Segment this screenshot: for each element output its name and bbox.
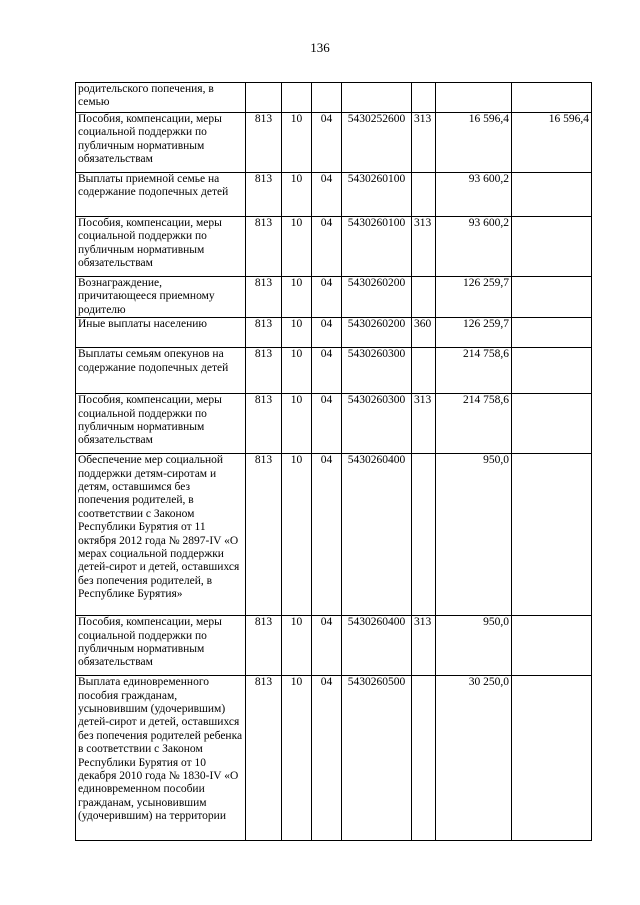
target-article-code: 5430260100	[342, 173, 412, 217]
table-row	[76, 217, 592, 277]
section-code: 10	[282, 348, 312, 394]
expense-type-code: 313	[412, 113, 436, 173]
amount-secondary	[512, 348, 592, 394]
subsection-code: 04	[312, 277, 342, 318]
table-row	[76, 394, 592, 454]
subsection-code	[312, 83, 342, 113]
row-name: Обеспечение мер социальной поддержки детям-сиротам и детям, оставшимся без попечения родителей, в соответствии с Законом Республики Бурятия от 11 октября 2012 года № 2897-IV «О мерах социальной поддержки детей-сирот и детей, оставшихся без попечения родителей, в Республике Бурятия»	[76, 454, 246, 616]
row-name: Выплаты семьям опекунов на содержание подопечных детей	[76, 348, 246, 394]
ministry-code: 813	[246, 616, 282, 676]
ministry-code: 813	[246, 277, 282, 318]
subsection-code: 04	[312, 676, 342, 841]
amount: 93 600,2	[436, 217, 512, 277]
subsection-code: 04	[312, 217, 342, 277]
amount-secondary	[512, 83, 592, 113]
section-code: 10	[282, 277, 312, 318]
ministry-code: 813	[246, 394, 282, 454]
expense-type-code	[412, 83, 436, 113]
amount-secondary	[512, 217, 592, 277]
amount-secondary	[512, 616, 592, 676]
table-row	[76, 454, 592, 616]
expense-type-code	[412, 454, 436, 616]
table-row	[76, 83, 592, 113]
target-article-code: 5430260300	[342, 348, 412, 394]
ministry-code: 813	[246, 454, 282, 616]
section-code: 10	[282, 318, 312, 348]
target-article-code: 5430260200	[342, 277, 412, 318]
subsection-code: 04	[312, 454, 342, 616]
page-number: 136	[310, 40, 330, 55]
amount: 214 758,6	[436, 394, 512, 454]
table-row	[76, 173, 592, 217]
target-article-code: 5430252600	[342, 113, 412, 173]
target-article-code: 5430260100	[342, 217, 412, 277]
table-row	[76, 348, 592, 394]
amount-secondary	[512, 277, 592, 318]
target-article-code: 5430260400	[342, 454, 412, 616]
amount	[436, 83, 512, 113]
section-code: 10	[282, 394, 312, 454]
amount: 93 600,2	[436, 173, 512, 217]
ministry-code: 813	[246, 173, 282, 217]
subsection-code: 04	[312, 113, 342, 173]
target-article-code: 5430260200	[342, 318, 412, 348]
section-code: 10	[282, 454, 312, 616]
ministry-code: 813	[246, 318, 282, 348]
amount: 214 758,6	[436, 348, 512, 394]
expense-type-code: 313	[412, 394, 436, 454]
amount-secondary	[512, 454, 592, 616]
amount-secondary	[512, 394, 592, 454]
expense-type-code: 313	[412, 616, 436, 676]
subsection-code: 04	[312, 318, 342, 348]
table-row	[76, 113, 592, 173]
row-name: Выплаты приемной семье на содержание подопечных детей	[76, 173, 246, 217]
amount-secondary	[512, 318, 592, 348]
ministry-code	[246, 83, 282, 113]
expense-type-code: 360	[412, 318, 436, 348]
amount-secondary	[512, 173, 592, 217]
target-article-code: 5430260300	[342, 394, 412, 454]
target-article-code: 5430260500	[342, 676, 412, 841]
table-row	[76, 616, 592, 676]
subsection-code: 04	[312, 348, 342, 394]
table-row	[76, 318, 592, 348]
budget-table	[75, 82, 592, 841]
expense-type-code	[412, 277, 436, 318]
row-name: Пособия, компенсации, меры социальной поддержки по публичным нормативным обязательствам	[76, 217, 246, 277]
section-code: 10	[282, 113, 312, 173]
expense-type-code: 313	[412, 217, 436, 277]
ministry-code: 813	[246, 217, 282, 277]
amount-secondary	[512, 676, 592, 841]
subsection-code: 04	[312, 394, 342, 454]
section-code: 10	[282, 616, 312, 676]
target-article-code	[342, 83, 412, 113]
table-row	[76, 676, 592, 841]
row-name: Пособия, компенсации, меры социальной поддержки по публичным нормативным обязательствам	[76, 113, 246, 173]
ministry-code: 813	[246, 676, 282, 841]
table-body	[76, 83, 592, 841]
ministry-code: 813	[246, 348, 282, 394]
amount-secondary: 16 596,4	[512, 113, 592, 173]
section-code	[282, 83, 312, 113]
row-name: Пособия, компенсации, меры социальной поддержки по публичным нормативным обязательствам	[76, 616, 246, 676]
expense-type-code	[412, 173, 436, 217]
target-article-code: 5430260400	[342, 616, 412, 676]
amount: 950,0	[436, 454, 512, 616]
row-name: Вознаграждение, причитающееся приемному родителю	[76, 277, 246, 318]
section-code: 10	[282, 173, 312, 217]
ministry-code: 813	[246, 113, 282, 173]
expense-type-code	[412, 348, 436, 394]
row-name: Иные выплаты населению	[76, 318, 246, 348]
subsection-code: 04	[312, 616, 342, 676]
section-code: 10	[282, 676, 312, 841]
section-code: 10	[282, 217, 312, 277]
table-row	[76, 277, 592, 318]
row-name: родительского попечения, в семью	[76, 83, 246, 113]
amount: 950,0	[436, 616, 512, 676]
amount: 126 259,7	[436, 277, 512, 318]
row-name: Выплата единовременного пособия гражданам, усыновившим (удочерившим) детей-сирот и детей, оставшихся без попечения родителей ребенка в соответствии с Законом Республики Бурятия от 10 декабря 2010 года № 1830-IV «О единовременном пособии гражданам, усыновившим (удочерившим) на территории	[76, 676, 246, 841]
amount: 30 250,0	[436, 676, 512, 841]
amount: 16 596,4	[436, 113, 512, 173]
row-name: Пособия, компенсации, меры социальной поддержки по публичным нормативным обязательствам	[76, 394, 246, 454]
subsection-code: 04	[312, 173, 342, 217]
amount: 126 259,7	[436, 318, 512, 348]
expense-type-code	[412, 676, 436, 841]
